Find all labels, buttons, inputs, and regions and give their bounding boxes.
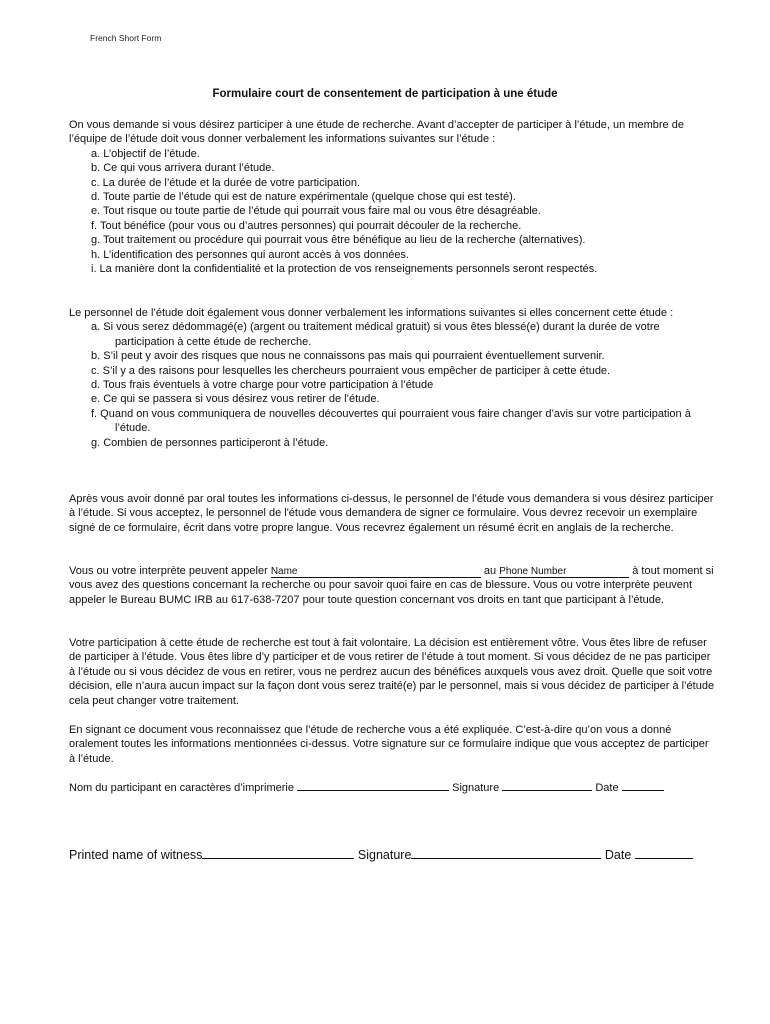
list-item: h. L’identification des personnes qui auront accès à vos données. — [91, 248, 409, 261]
contact-paragraph — [69, 564, 717, 607]
witness-date-field[interactable] — [635, 848, 693, 859]
participant-name-field[interactable] — [297, 780, 449, 791]
witness-date-label: Date — [604, 848, 632, 862]
list-item: g. Combien de personnes participeront à l’étude. — [91, 436, 329, 449]
list-item: b. S’il peut y avoir des risques que nous ne connaissons pas mais qui pourraient éventuellement survenir. — [91, 350, 605, 363]
list-item: d. Tous frais éventuels à votre charge pour votre participation à l’étude — [91, 379, 434, 392]
personnel-section — [69, 306, 717, 450]
list-item: i. La manière dont la confidentialité et la protection de vos renseignements personnels seront respectés. — [91, 263, 598, 276]
participant-signature-field[interactable] — [502, 780, 592, 791]
intro-paragraph: On vous demande si vous désirez participer à une étude de recherche. Avant d’accepter de participer à l’étude, un membre de l’équipe de l’étude doit vous donner verbalement les informations suivantes sur l’étude : — [69, 119, 684, 146]
list-item: a. Si vous serez dédommagé(e) (argent ou traitement médical gratuit) si vous êtes blessé(e) durant la durée de votre participation à cette étude de recherche. — [91, 321, 660, 348]
contact-name-field[interactable]: Name — [271, 566, 481, 578]
witness-name-field[interactable] — [202, 848, 354, 859]
signing-paragraph: En signant ce document vous reconnaissez que l’étude de recherche vous a été expliquée. C’est-à-dire qu’on vous a donné oralement toutes les informations mentionnées ci-dessus. Votre signature sur ce formulaire indique que vous acceptez de participer à l’étude. — [69, 724, 709, 765]
witness-signature-line — [69, 848, 693, 862]
participant-signature-label: Signature — [452, 782, 500, 794]
participant-date-label: Date — [595, 782, 619, 794]
contact-section — [69, 564, 717, 607]
contact-middle: au — [483, 565, 497, 577]
page-title: Formulaire court de consentement de participation à une étude — [212, 88, 558, 100]
participant-name-label: Nom du participant en caractères d’imprimerie — [69, 782, 294, 794]
voluntary-section — [69, 636, 717, 708]
form-header-label: French Short Form — [90, 33, 162, 43]
after-oral-section — [69, 492, 717, 535]
personnel-paragraph: Le personnel de l’étude doit également vous donner verbalement les informations suivantes si elles concernent cette étude : — [69, 307, 674, 319]
list-item: c. S’il y a des raisons pour lesquelles les chercheurs pourraient vous empêcher de participer à cette étude. — [91, 364, 611, 377]
personnel-list — [69, 320, 717, 450]
participant-signature-line — [69, 780, 664, 794]
list-item: c. La durée de l’étude et la durée de votre participation. — [91, 176, 361, 189]
list-item: a. L’objectif de l’étude. — [91, 147, 200, 160]
contact-trail: à tout moment si vous avez des questions concernant la recherche ou pour savoir quoi faire en cas de blessure. Vous ou votre interprète peuvent appeler le Bureau BUMC IRB au 617-638-7207 pour toute question concernant vos droits en tant que participant à l’étude. — [69, 565, 714, 606]
contact-phone-field[interactable]: Phone Number — [499, 566, 629, 578]
intro-list — [69, 147, 717, 277]
list-item: f. Quand on vous communiquera de nouvelles découvertes qui pourraient vous faire changer d’avis sur votre participation à l’étude. — [91, 407, 691, 435]
witness-signature-field[interactable] — [411, 848, 601, 859]
list-item: b. Ce qui vous arrivera durant l’étude. — [91, 162, 275, 175]
list-item: d. Toute partie de l’étude qui est de nature expérimentale (quelque chose qui est testé). — [91, 191, 516, 204]
voluntary-paragraph: Votre participation à cette étude de recherche est tout à fait volontaire. La décision est entièrement vôtre. Vous êtes libre de refuser de participer à l’étude. Vous êtes libre d’y participer et de vous retirer de l’étude à tout moment. Si vous décidez de ne pas participer à l’étude ou si vous décidez de vous en retirer, vous ne perdrez aucun des bénéfices auxquels vous avez droit. Quelle que soit votre décision, elle n’aura aucun impact sur la façon dont vous serez traité(e) par le personnel, mais si vous décidez de participer à l’étude cela peut changer votre traitement. — [69, 637, 715, 707]
witness-signature-label: Signature — [357, 848, 412, 862]
list-item: f. Tout bénéfice (pour vous ou d’autres personnes) qui pourrait découler de la recherche. — [91, 219, 522, 232]
participant-date-field[interactable] — [622, 780, 664, 791]
list-item: e. Ce qui se passera si vous désirez vous retirer de l’étude. — [91, 393, 380, 406]
contact-lead: Vous ou votre interprète peuvent appeler — [69, 565, 268, 577]
intro-section — [69, 118, 717, 276]
signing-section — [69, 723, 717, 766]
list-item: e. Tout risque ou toute partie de l’étude qui pourrait vous faire mal ou vous être désagréable. — [91, 205, 541, 218]
witness-name-label: Printed name of witness — [69, 848, 203, 862]
after-oral-paragraph: Après vous avoir donné par oral toutes les informations ci-dessus, le personnel de l’étude vous demandera si vous désirez participer à l’étude. Si vous acceptez, le personnel de l'étude vous demandera de signer ce formulaire. Vous devrez recevoir un exemplaire signé de ce formulaire, écrit dans votre propre langue. Vous recevrez également un résumé écrit en anglais de la recherche. — [69, 493, 714, 534]
list-item: g. Tout traitement ou procédure qui pourrait vous être bénéfique au lieu de la recherche (alternatives). — [91, 234, 586, 247]
